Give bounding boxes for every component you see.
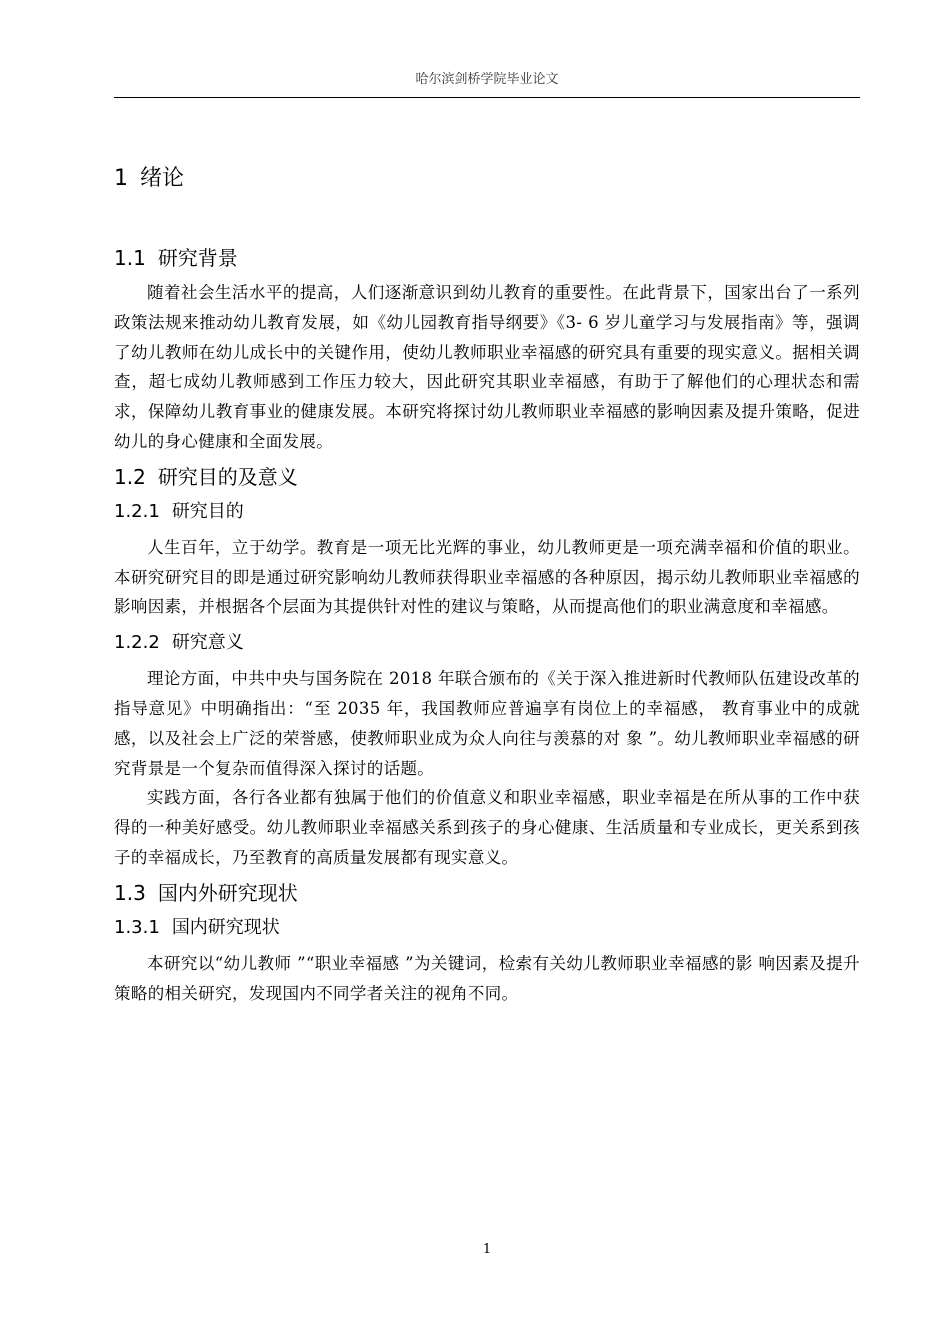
section-heading-1-1	[114, 244, 860, 272]
subsection-number: 1.3.1	[114, 916, 160, 938]
section-heading-1-3	[114, 879, 860, 907]
subsection-number: 1.2.2	[114, 632, 160, 654]
section-number: 1.1	[114, 246, 146, 270]
subsection-heading-1-3-1	[114, 915, 860, 941]
subsection-title: 研究目的	[171, 500, 244, 522]
section-number: 1.2	[114, 464, 146, 489]
paragraph: 随着社会生活水平的提高，人们逐渐意识到幼儿教育的重要性。在此背景下，国家出台了一系列政策法规来推动幼儿教育发展，如《幼儿园教育指导纲要》《3- 6 岁儿童学习与发展指南》等，强调了幼儿教师在幼儿成长中的关键作用，使幼儿教师职业幸福感的研究具有重要的现实意义。据相关调查，超七成幼儿教师感到工作压力较大，因此研究其职业幸福感，有助于了解他们的心理状态和需求，保障幼儿教育事业的健康发展。本研究将探讨幼儿教师职业幸福感的影响因素及提升策略，促进幼儿的身心健康和全面发展。	[114, 283, 860, 451]
paragraph: 实践方面，各行各业都有独属于他们的价值意义和职业幸福感，职业幸福是在所从事的工作中获得的一种美好感受。幼儿教师职业幸福感关系到孩子的身心健康、生活质量和专业成长，更关系到孩子的幸福成长，乃至教育的高质量发展都有现实意义。	[114, 788, 860, 867]
subsection-title: 国内研究现状	[171, 916, 280, 938]
subsection-heading-1-2-1	[114, 499, 860, 525]
section-title: 研究目的及意义	[157, 464, 298, 489]
header-divider	[114, 97, 860, 98]
chapter-heading	[114, 164, 860, 194]
subsection-heading-1-2-2	[114, 630, 860, 656]
page-body	[114, 150, 860, 1008]
subsection-number: 1.2.1	[114, 500, 160, 522]
subsection-title: 研究意义	[171, 632, 244, 654]
section-heading-1-2	[114, 463, 860, 491]
paragraph: 理论方面，中共中央与国务院在 2018 年联合颁布的《关于深入推进新时代教师队伍建设改革的指导意见》中明确指出：“至 2035 年，我国教师应普遍享有岗位上的幸福感， 教育事业中的成就感，以及社会上广泛的荣誉感，使教师职业成为众人向往与羡慕的对 象 ”。幼儿教师职业幸福感的研究背景是一个复杂而值得深入探讨的话题。	[114, 669, 860, 778]
section-title: 国内外研究现状	[157, 880, 298, 905]
paragraph: 人生百年，立于幼学。教育是一项无比光辉的事业，幼儿教师更是一项充满幸福和价值的职业。本研究研究目的即是通过研究影响幼儿教师获得职业幸福感的各种原因，揭示幼儿教师职业幸福感的影响因素，并根据各个层面为其提供针对性的建议与策略，从而提高他们的职业满意度和幸福感。	[114, 537, 860, 617]
chapter-title: 绪论	[140, 166, 185, 191]
section-number: 1.3	[114, 880, 146, 905]
paragraph: 本研究以“幼儿教师 ”“职业幸福感 ”为关键词，检索有关幼儿教师职业幸福感的影 响因素及提升策略的相关研究，发现国内不同学者关注的视角不同。	[114, 953, 860, 1003]
chapter-number: 1	[114, 166, 128, 191]
section-title: 研究背景	[157, 246, 238, 270]
page-number: 1	[482, 1242, 492, 1257]
running-header: 哈尔滨剑桥学院毕业论文	[415, 72, 559, 87]
